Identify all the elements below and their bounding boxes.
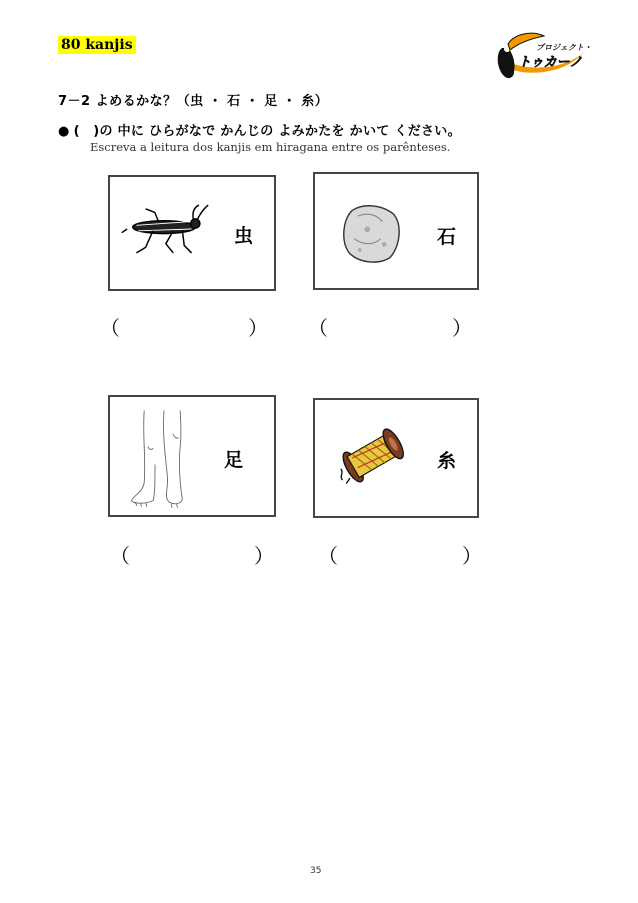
logo-text-bottom: トゥカーノ xyxy=(518,55,583,70)
answer-paren-4-open: （ xyxy=(318,544,338,568)
logo-text-top: プロジェクト・ xyxy=(536,43,592,52)
toucan-logo xyxy=(490,22,592,82)
answer-paren-3-open: （ xyxy=(110,544,130,568)
answer-paren-3-close: ） xyxy=(254,544,274,568)
answer-paren-2-close: ） xyxy=(452,316,472,340)
exercise-title: 7－2 よめるかな？（虫 ・ 石 ・ 足 ・ 糸） xyxy=(58,94,329,109)
insect-icon xyxy=(118,201,210,257)
instruction-text: ( )の 中に ひらがなで かんじの よみかたを かいて ください。 xyxy=(73,124,461,139)
logo-toucan-body xyxy=(498,48,515,78)
bullet-icon: ● xyxy=(58,124,70,139)
card-foot xyxy=(108,395,276,517)
card-stone xyxy=(313,172,479,290)
card-insect xyxy=(108,175,276,291)
card-thread xyxy=(313,398,479,518)
kanji-mushi: 虫 xyxy=(234,225,254,247)
kanji-ishi: 石 xyxy=(437,226,457,248)
page-number: 35 xyxy=(310,866,322,876)
thread-spool-icon xyxy=(337,422,411,488)
section-badge: 80 kanjis xyxy=(58,36,136,54)
stone-icon xyxy=(339,200,405,268)
kanji-ito: 糸 xyxy=(437,450,457,472)
answer-paren-1-open: （ xyxy=(100,316,120,340)
subtitle-portuguese: Escreva a leitura dos kanjis em hiragana entre os parênteses. xyxy=(90,140,451,154)
instruction-line xyxy=(58,120,461,139)
answer-paren-2-open: （ xyxy=(308,316,328,340)
legs-feet-icon xyxy=(128,405,200,515)
kanji-ashi: 足 xyxy=(224,449,244,471)
answer-paren-1-close: ） xyxy=(248,316,268,340)
answer-paren-4-close: ） xyxy=(462,544,482,568)
